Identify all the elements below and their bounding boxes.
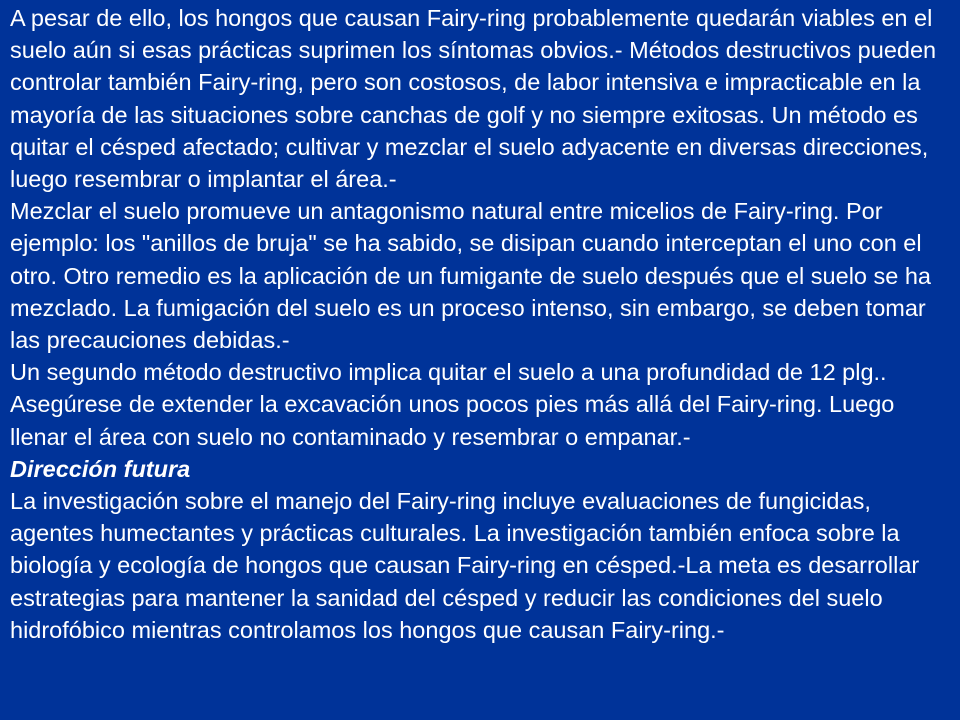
paragraph-research: La investigación sobre el manejo del Fairy-ring incluye evaluaciones de fungicidas, agentes humectantes y prácticas culturales. La investigación también enfoca sobre la biología y ecología de hongos que causan Fairy-ring en césped.-La meta es desarrollar estrategias para mantener la sanidad del césped y reducir las condiciones del suelo hidrofóbico mientras controlamos los hongos que causan Fairy-ring.- [10,488,920,643]
paragraph-soil-mixing: Mezclar el suelo promueve un antagonismo natural entre micelios de Fairy-ring. Por ejemplo: los "anillos de bruja" se ha sabido, se disipan cuando interceptan el uno con el otro. Otro remedio es la aplicación de un fumigante de suelo después que el suelo se ha mezclado. La fumigación del suelo es un proceso intenso, sin embargo, se deben tomar las precauciones debidas.- [10,198,931,354]
paragraph-destructive-methods: A pesar de ello, los hongos que causan Fairy-ring probablemente quedarán viables en el suelo aún si esas prácticas suprimen los síntomas obvios.- Métodos destructivos pueden controlar también Fairy-ring, pero son costosos, de labor intensiva e impracticable en la mayoría de las situaciones sobre canchas de golf y no siempre exitosas. Un método es quitar el césped afectado; cultivar y mezclar el suelo adyacente en diversas direcciones, luego resembrar o implantar el área.- [10,5,937,193]
paragraph-second-method: Un segundo método destructivo implica quitar el suelo a una profundidad de 12 plg.. Asegúrese de extender la excavación unos pocos pies más allá del Fairy-ring. Luego llenar el área con suelo no contaminado y resembrar o empanar.- [10,359,895,450]
section-heading-future-direction: Dirección futura [10,455,191,482]
